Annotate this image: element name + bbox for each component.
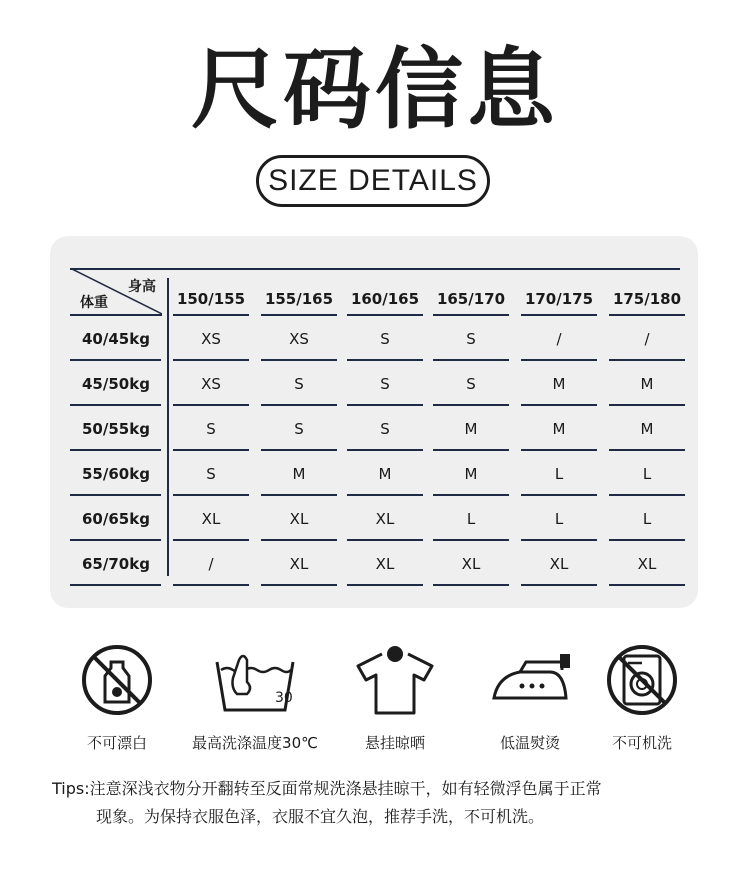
size-cell: M <box>603 361 691 406</box>
svg-text:30: 30 <box>275 690 293 706</box>
table-row <box>70 496 680 541</box>
size-cell: M <box>603 406 691 451</box>
weight-label: 65/70kg <box>70 541 167 586</box>
corner-cell <box>70 268 162 316</box>
column-header: 165/170 <box>427 268 515 316</box>
weight-label: 50/55kg <box>70 406 167 451</box>
size-cell: XL <box>515 541 603 586</box>
size-cell: L <box>515 496 603 541</box>
table-row <box>70 451 680 496</box>
size-cell: XL <box>341 496 429 541</box>
hang-dry-icon <box>350 640 440 720</box>
tips-line-2: 现象。为保持衣服色泽，衣服不宜久泡，推荐手洗，不可机洗。 <box>96 807 545 826</box>
size-cell: S <box>341 316 429 361</box>
care-label: 不可机洗 <box>611 734 672 752</box>
care-label: 悬挂晾晒 <box>364 734 425 752</box>
column-header: 175/180 <box>603 268 691 316</box>
size-cell: / <box>603 316 691 361</box>
size-cell: S <box>427 361 515 406</box>
size-cell: XS <box>167 316 255 361</box>
size-cell: XS <box>167 361 255 406</box>
column-header: 155/165 <box>255 268 343 316</box>
size-cell: M <box>427 406 515 451</box>
column-header: 160/165 <box>341 268 429 316</box>
size-cell: XL <box>167 496 255 541</box>
care-label: 低温熨烫 <box>499 734 560 752</box>
size-table <box>70 268 680 586</box>
size-cell: M <box>341 451 429 496</box>
size-cell: XL <box>427 541 515 586</box>
size-cell: XL <box>341 541 429 586</box>
care-icons <box>0 640 750 760</box>
weight-axis-label: 体重 <box>80 295 108 311</box>
size-cell: XS <box>255 316 343 361</box>
size-cell: M <box>515 361 603 406</box>
care-tips <box>52 775 712 831</box>
size-cell: XL <box>603 541 691 586</box>
size-cell: / <box>515 316 603 361</box>
size-cell: M <box>255 451 343 496</box>
size-cell: S <box>341 406 429 451</box>
table-row <box>70 361 680 406</box>
size-cell: M <box>515 406 603 451</box>
header-row <box>70 268 680 316</box>
care-item <box>185 640 325 753</box>
size-details-badge: SIZE DETAILS <box>256 155 490 207</box>
page-title: 尺码信息 <box>190 38 559 141</box>
weight-label: 45/50kg <box>70 361 167 406</box>
tips-line-1: Tips:注意深浅衣物分开翻转至反面常规洗涤悬挂晾干，如有轻微浮色属于正常 <box>52 779 602 798</box>
weight-label: 40/45kg <box>70 316 167 361</box>
size-cell: L <box>515 451 603 496</box>
height-axis-label: 身高 <box>128 279 156 295</box>
care-label: 最高洗涤温度30℃ <box>192 734 318 752</box>
size-cell: XL <box>255 496 343 541</box>
size-cell: S <box>255 361 343 406</box>
no-bleach-icon <box>77 640 157 720</box>
weight-label: 55/60kg <box>70 451 167 496</box>
size-cell: L <box>603 496 691 541</box>
wash-temperature-icon <box>205 640 305 720</box>
size-cell: L <box>427 496 515 541</box>
column-header: 170/175 <box>515 268 603 316</box>
size-cell: / <box>167 541 255 586</box>
table-row <box>70 406 680 451</box>
size-cell: S <box>255 406 343 451</box>
size-cell: XL <box>255 541 343 586</box>
size-cell: S <box>167 451 255 496</box>
care-item <box>325 640 465 753</box>
size-cell: S <box>341 361 429 406</box>
size-cell: S <box>427 316 515 361</box>
table-row <box>70 316 680 361</box>
no-machine-wash-icon <box>602 640 682 720</box>
care-label: 不可漂白 <box>86 734 147 752</box>
care-item <box>572 640 712 753</box>
size-cell: S <box>167 406 255 451</box>
size-cell: L <box>603 451 691 496</box>
care-item <box>47 640 187 753</box>
weight-label: 60/65kg <box>70 496 167 541</box>
column-header: 150/155 <box>167 268 255 316</box>
size-cell: M <box>427 451 515 496</box>
table-row <box>70 541 680 586</box>
low-iron-icon <box>480 640 580 720</box>
